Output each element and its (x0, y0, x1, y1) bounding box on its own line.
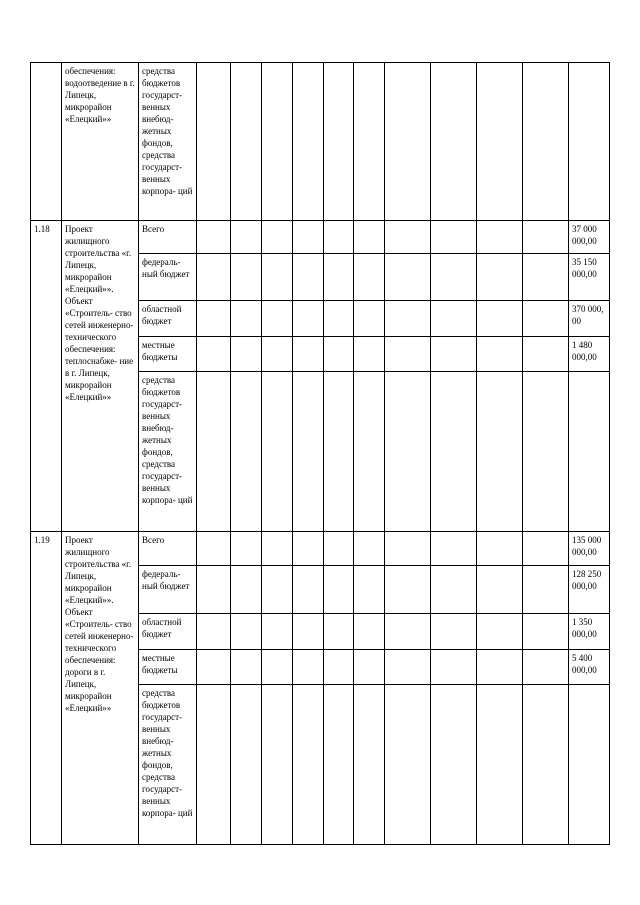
empty-cell (324, 532, 354, 566)
amount-cell (569, 63, 610, 221)
empty-cell (431, 614, 477, 650)
empty-cell (477, 337, 523, 372)
empty-cell (293, 337, 324, 372)
empty-cell (293, 301, 324, 337)
empty-cell (354, 614, 385, 650)
empty-cell (354, 372, 385, 532)
empty-cell (523, 221, 569, 254)
amount-cell: 5 400 000,00 (569, 650, 610, 685)
row-number: 1.19 (31, 532, 62, 845)
empty-cell (385, 221, 431, 254)
empty-cell (197, 532, 231, 566)
empty-cell (431, 337, 477, 372)
empty-cell (385, 337, 431, 372)
amount-cell: 135 000 000,00 (569, 532, 610, 566)
table-row (31, 221, 610, 254)
empty-cell (354, 337, 385, 372)
empty-cell (431, 532, 477, 566)
empty-cell (385, 301, 431, 337)
empty-cell (523, 63, 569, 221)
empty-cell (324, 650, 354, 685)
project-name: Проект жилищного строительства «г. Липецк, микрорайон «Елецкий»». Объект «Строитель- ство сетей инженерно- технического обеспечения: дороги в г. Липецк, микрорайон «Елецкий»» (62, 532, 139, 845)
amount-cell: 1 480 000,00 (569, 337, 610, 372)
empty-cell (385, 566, 431, 614)
empty-cell (523, 254, 569, 301)
empty-cell (477, 685, 523, 845)
empty-cell (385, 650, 431, 685)
empty-cell (477, 614, 523, 650)
empty-cell (262, 221, 293, 254)
empty-cell (262, 566, 293, 614)
funding-source: местные бюджеты (139, 337, 197, 372)
empty-cell (431, 221, 477, 254)
empty-cell (231, 301, 262, 337)
empty-cell (477, 650, 523, 685)
empty-cell (262, 63, 293, 221)
empty-cell (354, 301, 385, 337)
empty-cell (324, 685, 354, 845)
empty-cell (293, 221, 324, 254)
empty-cell (231, 650, 262, 685)
empty-cell (523, 650, 569, 685)
amount-cell: 370 000, 00 (569, 301, 610, 337)
empty-cell (477, 221, 523, 254)
empty-cell (354, 254, 385, 301)
empty-cell (523, 566, 569, 614)
empty-cell (324, 221, 354, 254)
empty-cell (262, 254, 293, 301)
empty-cell (523, 614, 569, 650)
amount-cell: 1 350 000,00 (569, 614, 610, 650)
empty-cell (262, 337, 293, 372)
table-row (31, 532, 610, 566)
empty-cell (231, 532, 262, 566)
empty-cell (324, 254, 354, 301)
empty-cell (262, 614, 293, 650)
empty-cell (231, 685, 262, 845)
empty-cell (324, 372, 354, 532)
empty-cell (354, 532, 385, 566)
empty-cell (385, 63, 431, 221)
empty-cell (354, 685, 385, 845)
amount-cell: 37 000 000,00 (569, 221, 610, 254)
empty-cell (293, 685, 324, 845)
empty-cell (431, 685, 477, 845)
empty-cell (293, 532, 324, 566)
empty-cell (197, 337, 231, 372)
empty-cell (293, 63, 324, 221)
empty-cell (431, 372, 477, 532)
empty-cell (262, 532, 293, 566)
empty-cell (293, 614, 324, 650)
empty-cell (197, 254, 231, 301)
amount-cell: 35 150 000,00 (569, 254, 610, 301)
empty-cell (262, 301, 293, 337)
empty-cell (385, 372, 431, 532)
funding-source: средства бюджетов государст- венных внебюд- жетных фондов, средства государст- венных корпора- ций (139, 63, 197, 221)
empty-cell (197, 372, 231, 532)
project-name: Проект жилищного строительства «г. Липецк, микрорайон «Елецкий»». Объект «Строитель- ство сетей инженерно- технического обеспечения: теплоснабже- ние в г. Липецк, микрорайон «Елецкий»» (62, 221, 139, 532)
empty-cell (231, 614, 262, 650)
funding-source: средства бюджетов государст- венных внебюд- жетных фондов, средства государст- венных корпора- ций (139, 372, 197, 532)
empty-cell (523, 532, 569, 566)
amount-cell: 128 250 000,00 (569, 566, 610, 614)
empty-cell (385, 685, 431, 845)
row-number (31, 63, 62, 221)
empty-cell (324, 614, 354, 650)
empty-cell (385, 254, 431, 301)
funding-source: средства бюджетов государст- венных внебюд- жетных фондов, средства государст- венных корпора- ций (139, 685, 197, 845)
empty-cell (523, 337, 569, 372)
empty-cell (431, 254, 477, 301)
empty-cell (523, 372, 569, 532)
empty-cell (324, 337, 354, 372)
empty-cell (197, 650, 231, 685)
empty-cell (523, 301, 569, 337)
empty-cell (324, 301, 354, 337)
empty-cell (385, 532, 431, 566)
empty-cell (523, 685, 569, 845)
empty-cell (431, 301, 477, 337)
project-name: обеспечения: водоотведение в г. Липецк, микрорайон «Елецкий»» (62, 63, 139, 221)
amount-cell (569, 372, 610, 532)
funding-source: федераль- ный бюджет (139, 254, 197, 301)
empty-cell (197, 63, 231, 221)
empty-cell (477, 254, 523, 301)
empty-cell (477, 372, 523, 532)
empty-cell (354, 566, 385, 614)
empty-cell (477, 63, 523, 221)
empty-cell (477, 532, 523, 566)
empty-cell (477, 301, 523, 337)
empty-cell (354, 650, 385, 685)
empty-cell (262, 650, 293, 685)
empty-cell (354, 63, 385, 221)
row-number: 1.18 (31, 221, 62, 532)
empty-cell (324, 566, 354, 614)
funding-source: местные бюджеты (139, 650, 197, 685)
amount-cell (569, 685, 610, 845)
financing-table (30, 62, 610, 845)
empty-cell (231, 63, 262, 221)
funding-source: областной бюджет (139, 614, 197, 650)
empty-cell (231, 337, 262, 372)
funding-source: Всего (139, 532, 197, 566)
funding-source: Всего (139, 221, 197, 254)
empty-cell (431, 566, 477, 614)
funding-source: федераль- ный бюджет (139, 566, 197, 614)
empty-cell (293, 566, 324, 614)
empty-cell (197, 685, 231, 845)
table-row (31, 63, 610, 221)
empty-cell (262, 372, 293, 532)
empty-cell (231, 372, 262, 532)
empty-cell (431, 63, 477, 221)
empty-cell (354, 221, 385, 254)
empty-cell (231, 254, 262, 301)
empty-cell (477, 566, 523, 614)
empty-cell (293, 372, 324, 532)
empty-cell (197, 221, 231, 254)
empty-cell (197, 301, 231, 337)
table-body (31, 63, 610, 845)
empty-cell (262, 685, 293, 845)
empty-cell (197, 566, 231, 614)
empty-cell (431, 650, 477, 685)
empty-cell (231, 221, 262, 254)
empty-cell (231, 566, 262, 614)
empty-cell (197, 614, 231, 650)
empty-cell (293, 650, 324, 685)
empty-cell (385, 614, 431, 650)
empty-cell (293, 254, 324, 301)
funding-source: областной бюджет (139, 301, 197, 337)
empty-cell (324, 63, 354, 221)
